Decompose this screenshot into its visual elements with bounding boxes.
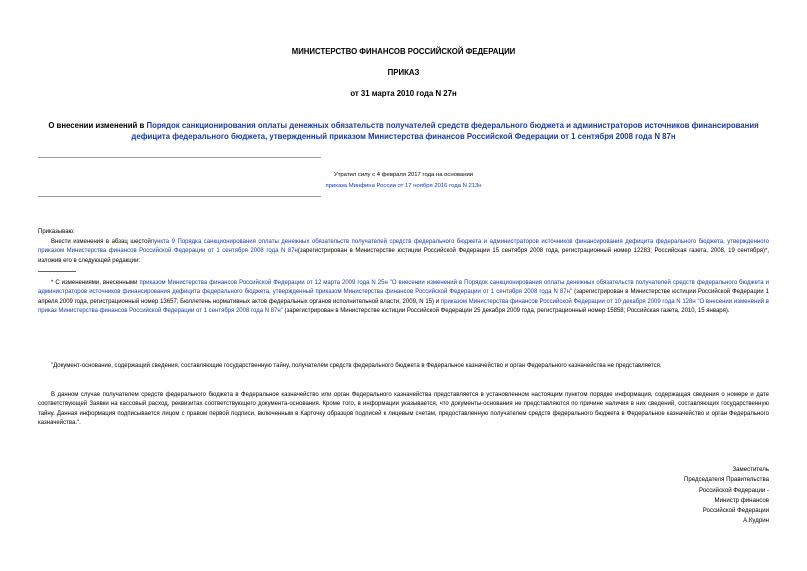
signature-line: Российской Федерации [702,507,769,515]
p1-text-b: (зарегистрирован в Министерстве юстиции Российской Федерации 15 сентября 2008 года, регистрационный номер 12283; Российская газета, 2008, 19 сентября)*, изложив его в следующей редакции: [38,248,769,264]
signature-block [684,465,769,527]
quote-paragraph-2: В данном случае получателем средств федерального бюджета в Федеральное казначейство или орган Федерального казначейства представляется в установленном настоящим пунктом порядке информация, содержащая сведения о номере и дате соответствующей Заявки на кассовый расход, реквизитах соответствующего документа-основания. Кроме того, в информации указывается, что документы-основания не представляются по причине наличия в них сведений, составляющих государственную тайну. Данная информация подписывается лицом с правом первой подписи, включенным в Карточку образцов подписей к лицевым счетам, предоставленную получателем средств федерального бюджета в Федеральное казначейство и орган Федерального казначейства.". [38,392,769,427]
footnote-link-128n[interactable]: приказом Министерства финансов Российской Федерации от 10 декабря 2009 года N 128н "О внесении изменений в приказ Министерства финансов Российской Федерации от 1 сентября 2008 года N 87н" [38,298,769,315]
document-type: ПРИКАЗ [387,68,420,77]
title-link[interactable]: Порядок санкционирования оплаты денежных обязательств получателей средств федерального бюджета и администраторов источников финансирования дефицита федерального бюджета, утвержденный приказом Министерства финансов Российской Федерации от 1 сентября 2008 года N 87н [131,121,759,141]
divider [38,196,321,197]
signature-line: Российской Федерации - [699,486,769,494]
footnote-text-c: (зарегистрирован в Министерстве юстиции Российской Федерации 25 декабря 2009 года, регистрационный номер 15858; Российская газета, 2010, 15 января). [282,308,730,315]
p1-text-a: Внести изменения в абзац шестой [51,239,151,245]
p1-link-point9[interactable]: пункта 9 Порядка санкционирования оплаты денежных обязательств получателей средств федерального бюджета и администраторов источников финансирования дефицита федерального бюджета, утвержденного [150,239,770,245]
status-link[interactable]: приказа Минфина России от 17 ноября 2016 года N 213н [325,183,482,189]
signature-line: Министр финансов [714,496,769,504]
ministry-name: МИНИСТЕРСТВО ФИНАНСОВ РОССИЙСКОЙ ФЕДЕРАЦИИ [291,47,516,56]
status-line: Утратил силу с 4 февраля 2017 года на основании [333,172,474,178]
signature-name: А.Кудрин [743,517,769,525]
quote-paragraph-1: "Документ-основание, содержащий сведения, составляющие государственную тайну, получателем средств федерального бюджета в Федеральное казначейство и орган Федерального казначейства не представляется. [51,363,662,369]
document-date-number: от 31 марта 2010 года N 27н [350,89,457,98]
footnote-text-a: * С изменениями, внесенными [51,280,140,286]
footnote-link-25n[interactable]: приказом Министерства финансов Российской Федерации от 12 марта 2009 года N 25н "О внесении изменений в Порядок санкционирования оплаты денежных обязательств получателей средств федерального бюджета и администраторов источников финансирования дефицита федерального бюджета, утвержденный приказом Министерства финансов Российской Федерации от 1 сентября 2008 года N 87н" [38,280,769,296]
order-word: Приказываю: [38,229,75,235]
footnote-text-b: (зарегистрирован в Министерстве юстиции Российской Федерации 1 апреля 2009 года, регистрационный номер 13657; Бюллетень нормативных актов федеральных органов исполнительной власти, 2009, N 15) и [38,289,769,305]
document-title [30,120,777,142]
p1-link-order87n[interactable]: приказом Министерства финансов Российской Федерации от 1 сентября 2008 года N 87н [38,248,298,255]
divider [38,157,321,158]
footnote [38,279,769,317]
footnote-divider [38,271,76,272]
main-paragraph [38,238,769,266]
signature-line: Председателя Правительства [684,476,769,484]
title-prefix: О внесении изменений в [48,121,147,130]
signature-line: Заместитель [732,466,769,473]
